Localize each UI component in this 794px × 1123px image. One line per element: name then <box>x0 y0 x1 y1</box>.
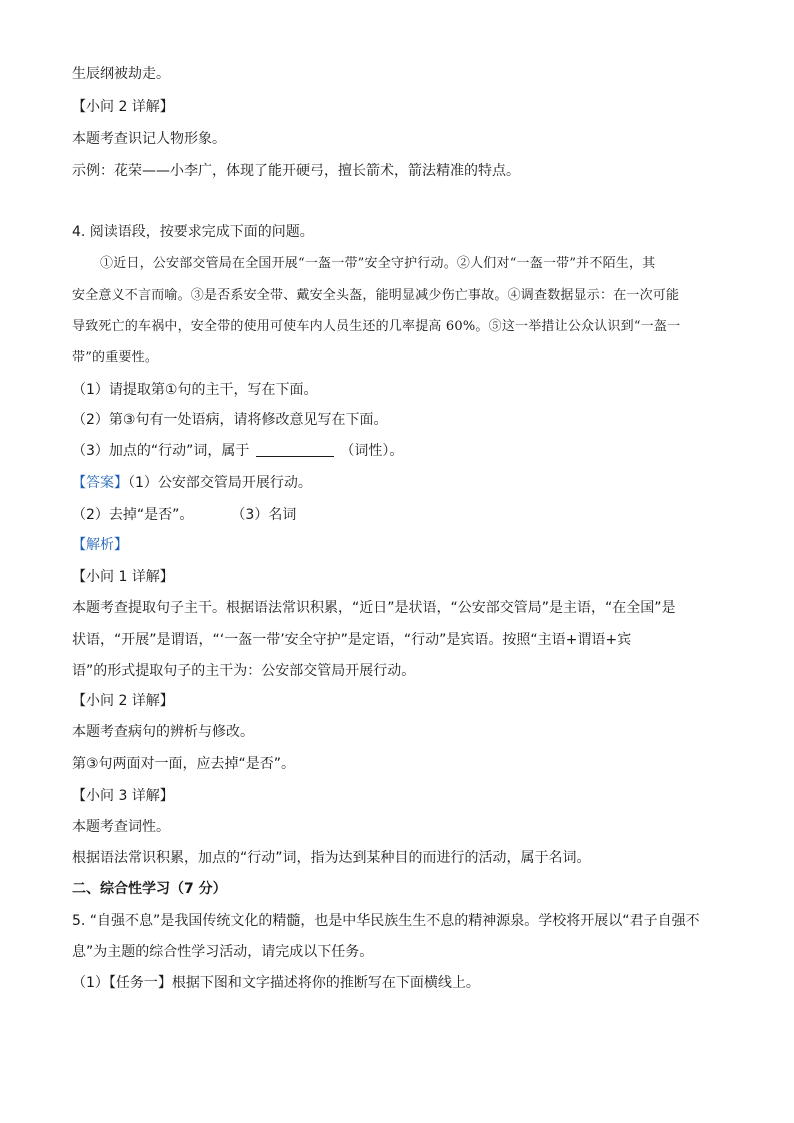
sub-question <box>72 441 403 461</box>
sub-question-text: （3）加点的“行动”词，属于 <box>72 443 250 459</box>
analysis-tag: 【解析】 <box>72 537 128 553</box>
question-title: 5. “自强不息”是我国传统文化的精髓，也是中华民族生生不息的精神源泉。学校将开展以“君子自强不 <box>72 913 700 929</box>
answer-line <box>72 473 312 493</box>
answer-text: （3）名词 <box>231 507 297 523</box>
text-line: 本题考查提取句子主干。根据语法常识积累，“近日”是状语，“公安部交管局”是主语，“在全国”是 <box>72 600 676 616</box>
text-line: 示例：花荣——小李广，体现了能开硬弓，擅长箭术，箭法精准的特点。 <box>72 163 520 179</box>
passage-line: 导致死亡的车祸中，安全带的使用可使车内人员生还的几率提高 60%。⑤这一举措让公众认识到“一盔一 <box>72 319 681 334</box>
sub-question: （1）【任务一】根据下图和文字描述将你的推断写在下面横线上。 <box>72 975 480 991</box>
text-line: 本题考查词性。 <box>72 819 170 835</box>
text-line: 息”为主题的综合性学习活动，请完成以下任务。 <box>72 944 374 960</box>
text-line: 语”的形式提取句子的主干为：公安部交管局开展行动。 <box>72 663 416 679</box>
passage-line: 带”的重要性。 <box>72 350 159 365</box>
text-line: 第③句两面对一面，应去掉“是否”。 <box>72 756 296 772</box>
section-label: 【小问 2 详解】 <box>72 99 174 115</box>
answer-text: （2）去掉“是否”。 <box>72 507 194 523</box>
answer-line <box>72 505 296 525</box>
text-line: 生辰纲被劫走。 <box>72 66 170 82</box>
passage-line: 安全意义不言而喻。③是否系安全带、戴安全头盔，能明显减少伤亡事故。④调查数据显示：在一次可能 <box>72 288 680 303</box>
answer-tag: 【答案】 <box>72 475 128 491</box>
answer-blank <box>256 442 334 457</box>
text-line: 本题考查病句的辨析与修改。 <box>72 724 254 740</box>
answer-text: （1）公安部交管局开展行动。 <box>128 475 312 491</box>
section-label: 【小问 2 详解】 <box>72 693 174 709</box>
section-heading: 二、综合性学习（7 分） <box>72 881 227 897</box>
text-line: 根据语法常识积累，加点的“行动”词，指为达到某种目的而进行的活动，属于名词。 <box>72 850 591 866</box>
text-line: 状语，“开展”是谓语，“‘一盔一带’安全守护”是定语，“行动”是宾语。按照“主语+谓语+宾 <box>72 632 632 648</box>
sub-question: （2）第③句有一处语病，请将修改意见写在下面。 <box>72 412 388 428</box>
question-title: 4. 阅读语段，按要求完成下面的问题。 <box>72 224 314 240</box>
sub-question: （1）请提取第①句的主干，写在下面。 <box>72 382 318 398</box>
section-label: 【小问 3 详解】 <box>72 788 174 804</box>
section-label: 【小问 1 详解】 <box>72 569 174 585</box>
passage-line: ①近日，公安部交管局在全国开展“一盔一带”安全守护行动。②人们对“一盔一带”并不陌生，其 <box>100 256 656 271</box>
sub-question-text: （词性）。 <box>340 443 404 459</box>
text-line: 本题考查识记人物形象。 <box>72 131 226 147</box>
